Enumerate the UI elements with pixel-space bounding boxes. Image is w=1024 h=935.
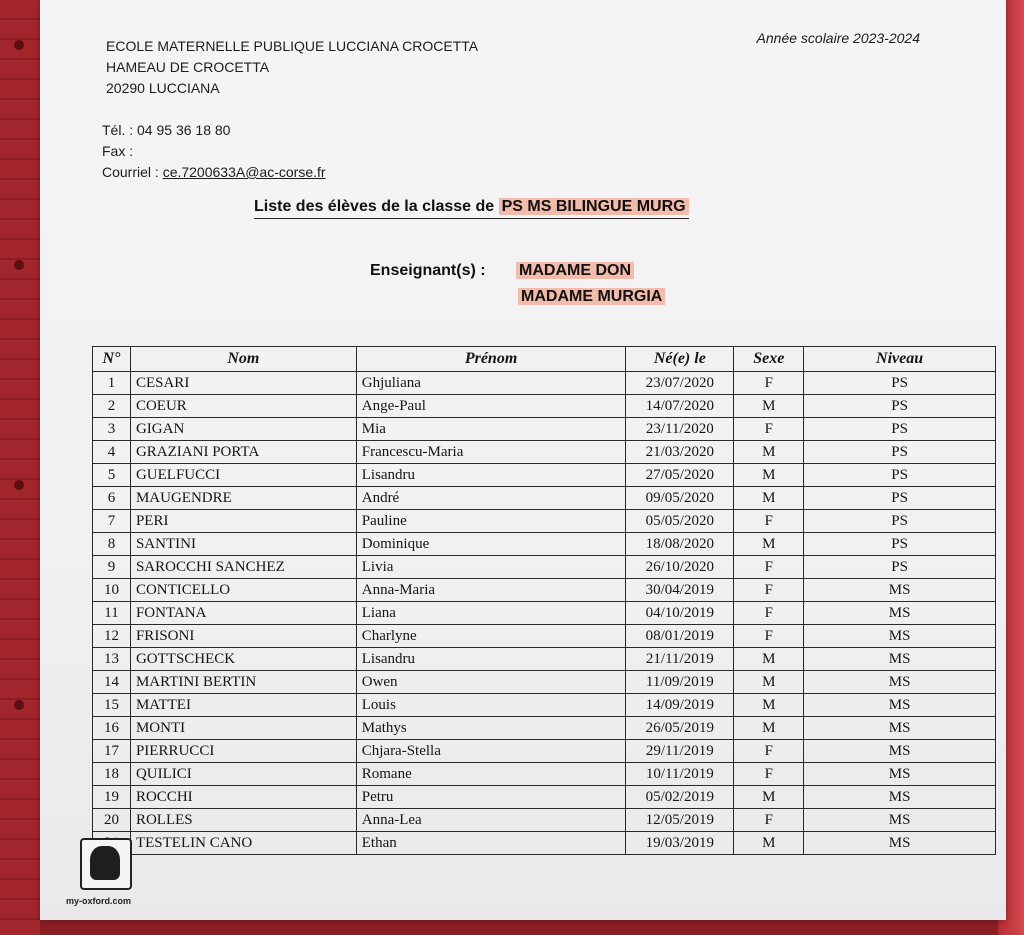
header-first-name: Prénom — [356, 347, 626, 372]
cell-last-name: SANTINI — [130, 533, 356, 556]
cell-level: PS — [804, 510, 996, 533]
student-table — [92, 346, 996, 855]
cell-birth-date: 26/10/2020 — [626, 556, 734, 579]
cell-number: 7 — [93, 510, 131, 533]
cell-level: MS — [804, 579, 996, 602]
cell-number: 17 — [93, 740, 131, 763]
cell-sex: M — [734, 441, 804, 464]
cell-level: PS — [804, 533, 996, 556]
cell-sex: M — [734, 694, 804, 717]
cell-sex: M — [734, 487, 804, 510]
cell-number: 11 — [93, 602, 131, 625]
cell-sex: F — [734, 625, 804, 648]
cell-first-name: Chjara-Stella — [356, 740, 626, 763]
cell-last-name: CESARI — [130, 372, 356, 395]
cell-number: 2 — [93, 395, 131, 418]
cell-first-name: Lisandru — [356, 464, 626, 487]
cell-sex: F — [734, 740, 804, 763]
cell-birth-date: 10/11/2019 — [626, 763, 734, 786]
cell-level: MS — [804, 717, 996, 740]
cell-number: 12 — [93, 625, 131, 648]
fax-label: Fax : — [102, 143, 134, 159]
table-row — [93, 694, 996, 717]
table-row — [93, 556, 996, 579]
teacher-line-1 — [370, 258, 665, 284]
cell-sex: M — [734, 464, 804, 487]
cell-last-name: MATTEI — [130, 694, 356, 717]
cell-last-name: ROCCHI — [130, 786, 356, 809]
school-name: ECOLE MATERNELLE PUBLIQUE LUCCIANA CROCETTA — [106, 38, 479, 54]
cell-first-name: Lisandru — [356, 648, 626, 671]
cell-number: 18 — [93, 763, 131, 786]
email-line — [102, 162, 326, 183]
cell-level: MS — [804, 671, 996, 694]
lion-icon — [90, 846, 120, 880]
cell-level: MS — [804, 740, 996, 763]
cell-level: MS — [804, 648, 996, 671]
cell-birth-date: 29/11/2019 — [626, 740, 734, 763]
cell-number: 4 — [93, 441, 131, 464]
cell-first-name: Anna-Maria — [356, 579, 626, 602]
list-title — [254, 198, 689, 219]
cell-birth-date: 09/05/2020 — [626, 487, 734, 510]
cell-last-name: PIERRUCCI — [130, 740, 356, 763]
cell-sex: M — [734, 395, 804, 418]
cell-sex: F — [734, 602, 804, 625]
cell-first-name: Dominique — [356, 533, 626, 556]
cell-birth-date: 04/10/2019 — [626, 602, 734, 625]
school-year: Année scolaire 2023-2024 — [756, 30, 920, 46]
table-row — [93, 579, 996, 602]
cell-sex: F — [734, 372, 804, 395]
address-line-2: 20290 LUCCIANA — [106, 80, 220, 96]
cell-level: MS — [804, 602, 996, 625]
table-row — [93, 510, 996, 533]
address-line-1: HAMEAU DE CROCETTA — [106, 59, 270, 75]
cell-last-name: SAROCCHI SANCHEZ — [130, 556, 356, 579]
cell-number: 9 — [93, 556, 131, 579]
contact-block — [102, 120, 326, 183]
document-page — [40, 0, 1006, 920]
table-header-row — [93, 347, 996, 372]
cell-sex: M — [734, 717, 804, 740]
table-row — [93, 464, 996, 487]
cell-number: 3 — [93, 418, 131, 441]
cell-birth-date: 05/02/2019 — [626, 786, 734, 809]
cell-first-name: Mathys — [356, 717, 626, 740]
cell-last-name: TESTELIN CANO — [130, 832, 356, 855]
table-row — [93, 809, 996, 832]
cell-sex: M — [734, 648, 804, 671]
cell-first-name: Anna-Lea — [356, 809, 626, 832]
cell-sex: M — [734, 786, 804, 809]
cell-last-name: COEUR — [130, 395, 356, 418]
cell-number: 10 — [93, 579, 131, 602]
table-row — [93, 395, 996, 418]
table-row — [93, 763, 996, 786]
student-table-body — [93, 372, 996, 855]
phone-label: Tél. : — [102, 122, 134, 138]
cell-birth-date: 21/11/2019 — [626, 648, 734, 671]
cell-last-name: ROLLES — [130, 809, 356, 832]
cell-first-name: André — [356, 487, 626, 510]
cell-sex: F — [734, 763, 804, 786]
header-sex: Sexe — [734, 347, 804, 372]
cell-first-name: Liana — [356, 602, 626, 625]
cell-level: PS — [804, 372, 996, 395]
header-level: Niveau — [804, 347, 996, 372]
brand-footer: my-oxford.com — [66, 896, 132, 906]
cell-last-name: GUELFUCCI — [130, 464, 356, 487]
lion-stamp-icon — [80, 838, 132, 890]
table-row — [93, 717, 996, 740]
cell-level: PS — [804, 487, 996, 510]
table-row — [93, 533, 996, 556]
cell-birth-date: 19/03/2019 — [626, 832, 734, 855]
cell-level: PS — [804, 464, 996, 487]
cell-birth-date: 08/01/2019 — [626, 625, 734, 648]
cell-level: PS — [804, 441, 996, 464]
cell-number: 14 — [93, 671, 131, 694]
cell-sex: F — [734, 809, 804, 832]
cell-sex: F — [734, 579, 804, 602]
binder-hole — [14, 40, 24, 50]
cell-last-name: CONTICELLO — [130, 579, 356, 602]
cell-last-name: FRISONI — [130, 625, 356, 648]
cell-sex: F — [734, 510, 804, 533]
cell-level: MS — [804, 694, 996, 717]
header-birth-date: Né(e) le — [626, 347, 734, 372]
cell-level: MS — [804, 786, 996, 809]
cell-birth-date: 30/04/2019 — [626, 579, 734, 602]
fax-line — [102, 141, 326, 162]
cell-birth-date: 21/03/2020 — [626, 441, 734, 464]
plastic-sleeve-left — [0, 0, 40, 935]
table-row — [93, 487, 996, 510]
cell-number: 6 — [93, 487, 131, 510]
cell-first-name: Ethan — [356, 832, 626, 855]
table-row — [93, 648, 996, 671]
table-row — [93, 602, 996, 625]
cell-first-name: Owen — [356, 671, 626, 694]
cell-number: 5 — [93, 464, 131, 487]
email-address[interactable]: ce.7200633A@ac-corse.fr — [162, 164, 326, 180]
cell-level: MS — [804, 763, 996, 786]
cell-level: PS — [804, 395, 996, 418]
table-row — [93, 441, 996, 464]
cell-first-name: Mia — [356, 418, 626, 441]
cell-level: MS — [804, 809, 996, 832]
cell-birth-date: 14/07/2020 — [626, 395, 734, 418]
cell-first-name: Charlyne — [356, 625, 626, 648]
cell-birth-date: 18/08/2020 — [626, 533, 734, 556]
cell-level: PS — [804, 418, 996, 441]
teachers-label: Enseignant(s) : — [370, 262, 486, 279]
table-row — [93, 372, 996, 395]
cell-sex: F — [734, 556, 804, 579]
cell-last-name: GIGAN — [130, 418, 356, 441]
table-row — [93, 625, 996, 648]
cell-birth-date: 11/09/2019 — [626, 671, 734, 694]
cell-number: 8 — [93, 533, 131, 556]
cell-first-name: Pauline — [356, 510, 626, 533]
header-number: N° — [93, 347, 131, 372]
cell-last-name: GOTTSCHECK — [130, 648, 356, 671]
table-row — [93, 671, 996, 694]
binder-hole — [14, 260, 24, 270]
cell-first-name: Livia — [356, 556, 626, 579]
email-label: Courriel : — [102, 164, 159, 180]
teacher-1: MADAME DON — [516, 262, 634, 279]
table-row — [93, 740, 996, 763]
cell-first-name: Ghjuliana — [356, 372, 626, 395]
cell-birth-date: 26/05/2019 — [626, 717, 734, 740]
cell-level: PS — [804, 556, 996, 579]
phone-number: 04 95 36 18 80 — [137, 122, 231, 138]
cell-number: 20 — [93, 809, 131, 832]
cell-last-name: QUILICI — [130, 763, 356, 786]
cell-first-name: Francescu-Maria — [356, 441, 626, 464]
header-last-name: Nom — [130, 347, 356, 372]
cell-sex: M — [734, 832, 804, 855]
table-row — [93, 786, 996, 809]
cell-last-name: FONTANA — [130, 602, 356, 625]
cell-first-name: Romane — [356, 763, 626, 786]
cell-birth-date: 05/05/2020 — [626, 510, 734, 533]
cell-number: 1 — [93, 372, 131, 395]
cell-level: MS — [804, 832, 996, 855]
cell-first-name: Petru — [356, 786, 626, 809]
cell-birth-date: 23/11/2020 — [626, 418, 734, 441]
cell-last-name: GRAZIANI PORTA — [130, 441, 356, 464]
phone-line — [102, 120, 326, 141]
school-address — [106, 36, 478, 99]
cell-last-name: MAUGENDRE — [130, 487, 356, 510]
cell-sex: M — [734, 533, 804, 556]
cell-last-name: MARTINI BERTIN — [130, 671, 356, 694]
cell-level: MS — [804, 625, 996, 648]
cell-number: 13 — [93, 648, 131, 671]
cell-number: 19 — [93, 786, 131, 809]
cell-number: 15 — [93, 694, 131, 717]
cell-birth-date: 23/07/2020 — [626, 372, 734, 395]
cell-last-name: PERI — [130, 510, 356, 533]
cell-last-name: MONTI — [130, 717, 356, 740]
cell-number: 16 — [93, 717, 131, 740]
teacher-2: MADAME MURGIA — [518, 288, 665, 305]
table-row — [93, 832, 996, 855]
cell-first-name: Louis — [356, 694, 626, 717]
table-row — [93, 418, 996, 441]
teachers-block — [370, 258, 665, 310]
binder-hole — [14, 700, 24, 710]
cell-sex: F — [734, 418, 804, 441]
cell-sex: M — [734, 671, 804, 694]
teacher-line-2 — [370, 284, 665, 310]
binder-hole — [14, 480, 24, 490]
cell-birth-date: 27/05/2020 — [626, 464, 734, 487]
cell-first-name: Ange-Paul — [356, 395, 626, 418]
class-name: PS MS BILINGUE MURG — [499, 198, 689, 215]
list-title-prefix: Liste des élèves de la classe de — [254, 198, 499, 215]
cell-birth-date: 14/09/2019 — [626, 694, 734, 717]
cell-birth-date: 12/05/2019 — [626, 809, 734, 832]
